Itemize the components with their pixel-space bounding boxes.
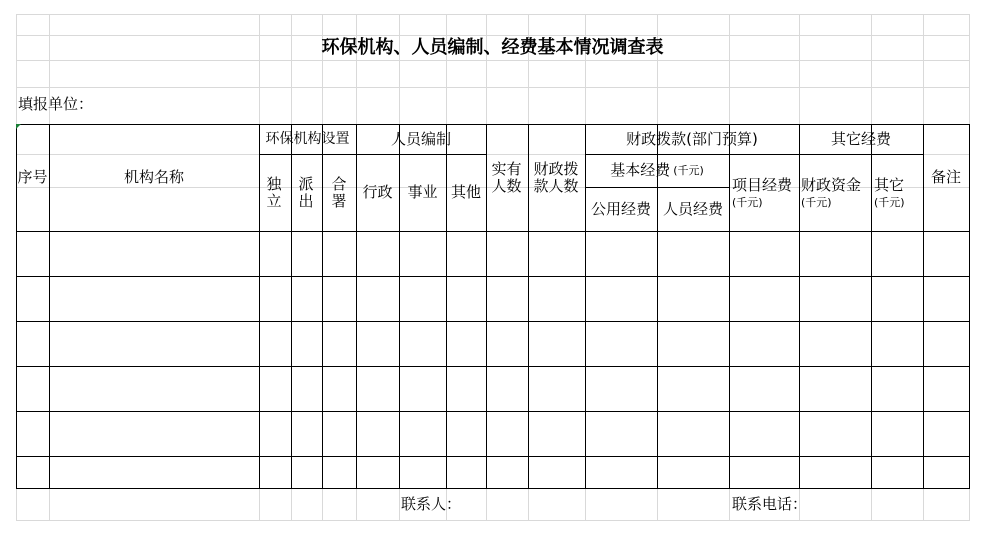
header-personnel-funds: 人员经费	[662, 199, 723, 218]
header-staffing: 人员编制	[390, 129, 451, 148]
table-border-h	[16, 488, 970, 489]
table-border-v	[291, 124, 292, 488]
header-fiscal-capital: 财政资金	[801, 176, 862, 194]
header-seq: 序号	[17, 168, 48, 186]
table-border-h	[16, 321, 970, 322]
gridline-h	[16, 14, 970, 15]
header-basic-funds: 基本经费	[610, 161, 671, 179]
gridline-h	[16, 87, 970, 88]
table-border-v	[486, 124, 487, 488]
header-other: 其它	[874, 176, 905, 194]
header-project-funds-unit: (千元)	[732, 196, 763, 209]
header-fiscal-capital-unit: (千元)	[801, 196, 832, 209]
header-fiscal-funding: 财政拨款(部门预算)	[626, 129, 758, 148]
header-project-funds: 项目经费	[732, 176, 793, 194]
table-border-v	[969, 124, 970, 488]
header-remarks: 备注	[930, 168, 961, 186]
header-public-funds: 公用经费	[590, 199, 651, 218]
table-border-h	[16, 411, 970, 412]
table-border-v	[871, 124, 872, 488]
table-border-v	[799, 124, 800, 488]
header-org-dispatched: 派出	[298, 174, 314, 210]
header-actual-staff: 实有人数	[491, 159, 522, 195]
header-org-joint: 合署	[331, 174, 347, 210]
header-staff-admin: 行政	[362, 183, 393, 201]
contact-person-label: 联系人：	[401, 495, 462, 513]
header-staff-other: 其他	[450, 183, 481, 201]
header-other-cell	[874, 178, 905, 208]
contact-phone-label: 联系电话：	[732, 495, 808, 513]
table-border-h	[16, 456, 970, 457]
header-org-independent: 独立	[266, 174, 282, 210]
table-border-h	[16, 231, 970, 232]
table-border-h	[16, 276, 970, 277]
table-border-h	[16, 366, 970, 367]
header-other-unit: (千元)	[874, 196, 905, 209]
header-org-name: 机构名称	[123, 168, 184, 186]
header-funded-staff: 财政拨款人数	[533, 159, 579, 195]
gridline-h	[16, 520, 970, 521]
header-fiscal-capital-cell	[801, 178, 861, 208]
form-title: 环保机构、人员编制、经费基本情况调查表	[321, 36, 664, 58]
header-basic-funds-unit: (千元)	[673, 164, 704, 177]
table-border-v	[729, 124, 730, 488]
fill-unit-label: 填报单位：	[18, 95, 94, 113]
header-org-setup: 环保机构设置	[265, 131, 350, 147]
table-border-v	[322, 124, 323, 488]
table-border-v	[259, 124, 260, 488]
gridline-h	[16, 60, 970, 61]
header-project-funds-cell	[732, 178, 792, 208]
header-staff-public: 事业	[407, 183, 438, 201]
table-border-v	[528, 124, 529, 488]
header-basic-funds-cell	[585, 154, 729, 187]
header-other-funds: 其它经费	[830, 129, 891, 148]
